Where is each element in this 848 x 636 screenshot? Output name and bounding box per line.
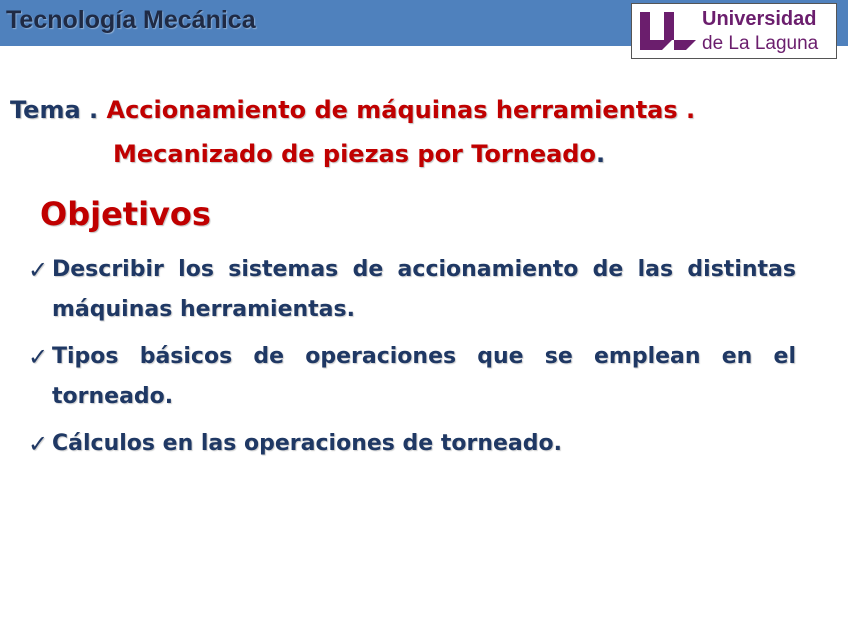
university-logo	[631, 3, 837, 59]
logo-university-text: Universidad	[702, 8, 817, 30]
topic-title: Accionamiento de máquinas herramientas .	[106, 96, 696, 124]
check-icon: ✓	[28, 343, 49, 371]
topic-line-1	[10, 96, 695, 124]
topic-subtitle: Mecanizado de piezas por Torneado	[113, 140, 596, 168]
objective-item	[28, 424, 796, 464]
topic-line-2	[113, 140, 605, 168]
objective-item	[28, 250, 796, 330]
objectives-list	[28, 250, 796, 471]
course-title: Tecnología Mecánica	[6, 6, 256, 34]
objective-item	[28, 337, 796, 417]
logo-la-laguna-text: de La Laguna	[702, 33, 819, 54]
check-icon: ✓	[28, 256, 49, 284]
topic-label: Tema .	[10, 96, 99, 124]
objective-text: Describir los sistemas de accionamiento de las distintas máquinas herramientas.	[52, 257, 796, 322]
topic-subtitle-period: .	[595, 140, 606, 168]
check-icon: ✓	[28, 430, 49, 458]
objective-text: Cálculos en las operaciones de torneado.	[52, 431, 562, 456]
objective-text: Tipos básicos de operaciones que se emplean en el torneado.	[52, 344, 796, 409]
objectives-heading: Objetivos	[40, 195, 211, 233]
ull-logo-icon	[638, 10, 698, 52]
